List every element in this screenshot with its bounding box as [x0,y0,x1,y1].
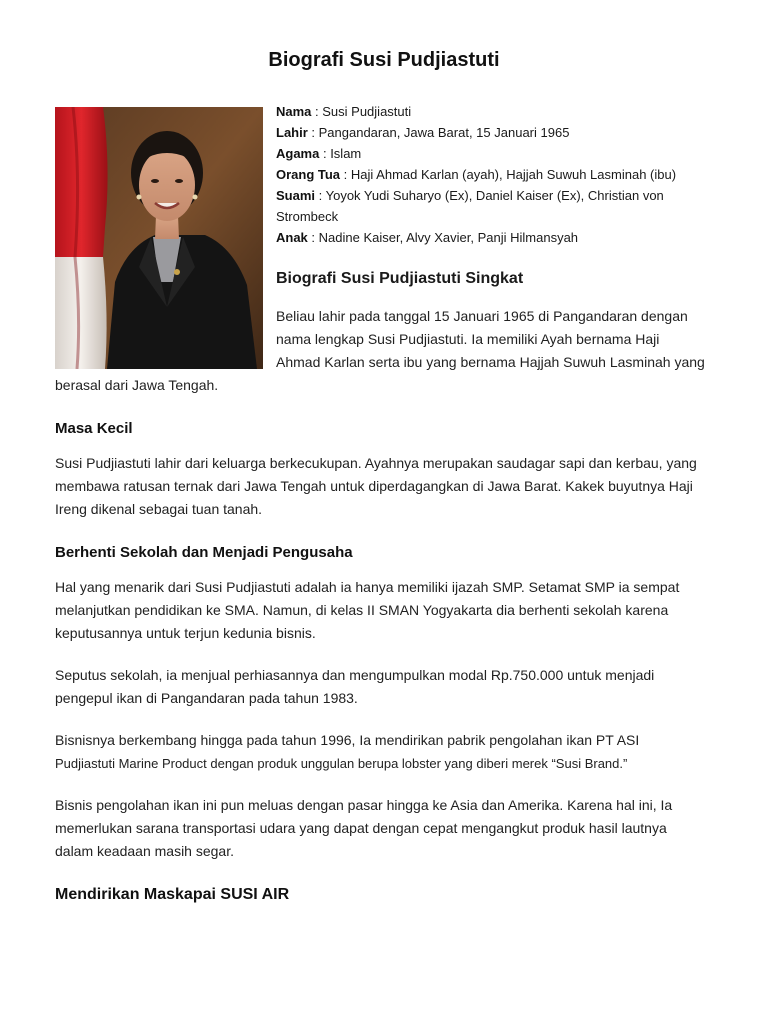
paragraph-line: berasal dari Jawa Tengah. [55,377,219,393]
info-value: : Haji Ahmad Karlan (ayah), Hajjah Suwuh Lasminah (ibu) [340,167,677,182]
info-label: Nama [276,104,312,119]
paragraph-line: dalam keadaan masih segar. [55,843,234,859]
info-label: Lahir [276,125,308,140]
paragraph-line: Ireng dikenal sebagai tuan tanah. [55,501,263,517]
paragraph-line: melanjutkan pendidikan ke SMA. Namun, di kelas II SMAN Yogyakarta dia berhenti sekolah karena [55,602,669,618]
paragraph-line: membawa ratusan ternak dari Jawa Tengah untuk diperdagangkan di Jawa Barat. Kakek buyutnya Haji [55,478,693,494]
paragraph-berhenti-2 [55,664,654,710]
paragraph-line: memerlukan sarana transportasi udara yang dapat dengan cepat mengangkut produk hasil lautnya [55,820,667,836]
section-heading-singkat: Biografi Susi Pudjiastuti Singkat [276,270,524,287]
section-heading-berhenti-sekolah: Berhenti Sekolah dan Menjadi Pengusaha [55,544,353,561]
paragraph-line: pengepul ikan di Pangandaran pada tahun 1983. [55,690,358,706]
info-label: Suami [276,188,316,203]
info-value: Strombeck [276,209,339,224]
info-value: : Yoyok Yudi Suharyo (Ex), Daniel Kaiser (Ex), Christian von [315,188,664,203]
paragraph-berhenti-4 [55,794,672,863]
bio-info-list [276,101,716,248]
info-label: Anak [276,230,308,245]
paragraph-masa-kecil [55,452,697,521]
paragraph-line: Susi Pudjiastuti lahir dari keluarga berkecukupan. Ayahnya merupakan saudagar sapi dan kerbau, yang [55,455,697,471]
info-value: : Islam [319,146,362,161]
section-heading-maskapai: Mendirikan Maskapai SUSI AIR [55,886,290,903]
portrait-icon [55,107,263,369]
info-value: : Susi Pudjiastuti [311,104,412,119]
paragraph-line: nama lengkap Susi Pudjiastuti. Ia memiliki Ayah bernama Haji [276,331,660,347]
paragraph-berhenti-3 [55,729,639,775]
info-label: Orang Tua [276,167,341,182]
paragraph-singkat [276,305,705,374]
info-label: Agama [276,146,320,161]
paragraph-line: keputusannya untuk terjun kedunia bisnis. [55,625,316,641]
paragraph-line: Beliau lahir pada tanggal 15 Januari 1965 di Pangandaran dengan [276,308,688,324]
info-row-anak [276,227,716,248]
paragraph-line: Bisnisnya berkembang hingga pada tahun 1996, Ia mendirikan pabrik pengolahan ikan PT ASI [55,732,640,748]
paragraph-line: Seputus sekolah, ia menjual perhiasannya dan mengumpulkan modal Rp.750.000 untuk menjadi [55,667,655,683]
info-value: : Nadine Kaiser, Alvy Xavier, Panji Hilmansyah [307,230,579,245]
paragraph-line: Pudjiastuti Marine Product dengan produk unggulan berupa lobster yang diberi merek “Susi Brand.” [55,756,628,771]
info-row-nama [276,101,716,122]
paragraph-line: Hal yang menarik dari Susi Pudjiastuti adalah ia hanya memiliki ijazah SMP. Setamat SMP ia sempat [55,579,680,595]
section-heading-masa-kecil: Masa Kecil [55,420,133,437]
page-title: Biografi Susi Pudjiastuti [268,49,500,71]
paragraph-singkat-cont [55,374,218,397]
paragraph-berhenti-1 [55,576,679,645]
info-row-suami-cont [276,206,716,227]
portrait-photo [55,107,263,369]
info-row-agama [276,143,716,164]
info-row-orang-tua [276,164,716,185]
paragraph-line: Ahmad Karlan serta ibu yang bernama Hajjah Suwuh Lasminah yang [276,354,705,370]
info-value: : Pangandaran, Jawa Barat, 15 Januari 1965 [307,125,570,140]
paragraph-line: Bisnis pengolahan ikan ini pun meluas dengan pasar hingga ke Asia dan Amerika. Karena hal ini, Ia [55,797,673,813]
info-row-suami [276,185,716,206]
info-row-lahir [276,122,716,143]
